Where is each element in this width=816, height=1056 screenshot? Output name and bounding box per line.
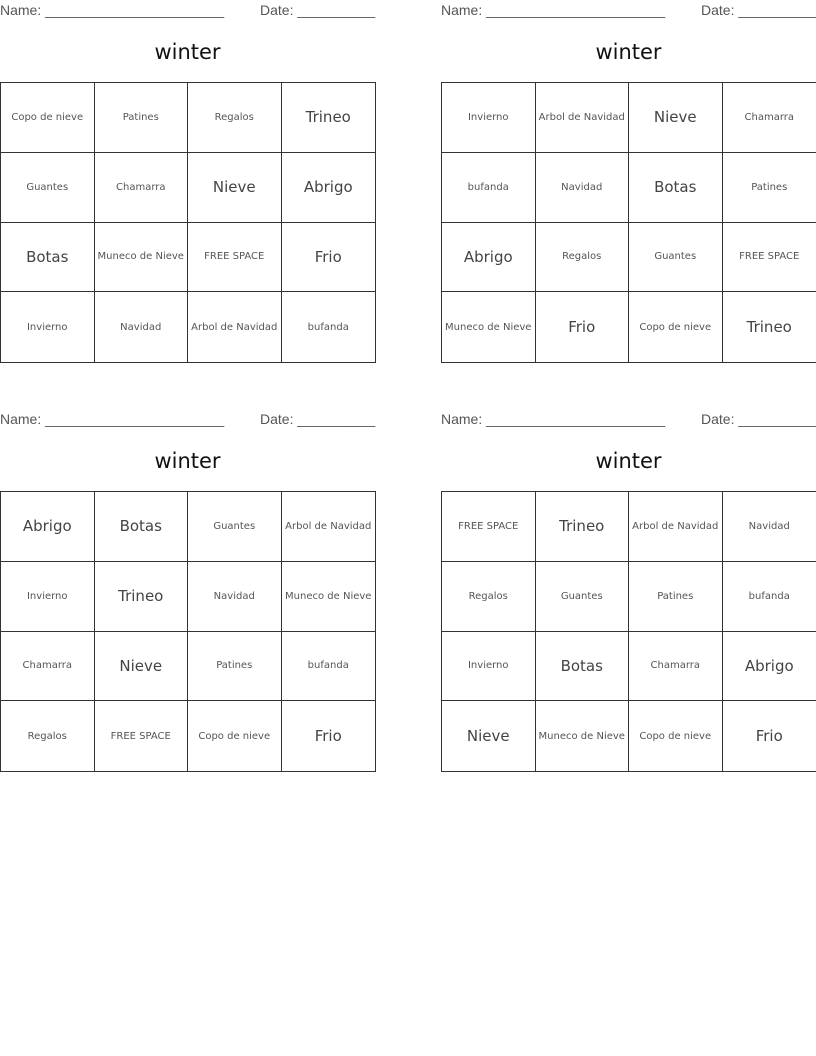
card-header	[0, 0, 375, 22]
bingo-cell: Nieve	[442, 701, 536, 771]
name-field: Name: _______________________	[0, 411, 225, 427]
bingo-grid	[441, 82, 816, 363]
bingo-cell: Patines	[629, 562, 723, 632]
card-title: winter	[154, 40, 221, 64]
bingo-cell: Invierno	[442, 83, 536, 153]
bingo-cell: Regalos	[1, 701, 95, 771]
bingo-card-3	[0, 409, 376, 746]
bingo-cell: Abrigo	[723, 632, 816, 702]
card-header	[0, 409, 375, 431]
bingo-cell: Regalos	[442, 562, 536, 632]
bingo-cell: Invierno	[442, 632, 536, 702]
date-field: Date: __________	[260, 411, 376, 427]
bingo-cell: Patines	[723, 153, 816, 223]
bingo-cell: Chamarra	[1, 632, 95, 702]
bingo-cell: FREE SPACE	[95, 701, 189, 771]
bingo-cell: Navidad	[536, 153, 630, 223]
bingo-cell: Chamarra	[95, 153, 189, 223]
bingo-grid	[0, 82, 376, 363]
bingo-cell: bufanda	[723, 562, 816, 632]
bingo-cell: Trineo	[95, 562, 189, 632]
bingo-cell: Frio	[536, 292, 630, 362]
name-field: Name: _______________________	[0, 2, 225, 18]
bingo-cell: Trineo	[282, 83, 376, 153]
bingo-cell: Frio	[755, 727, 783, 746]
bingo-cell: Copo de nieve	[1, 83, 95, 153]
bingo-cell: Chamarra	[723, 83, 816, 153]
bingo-cell: Arbol de Navidad	[188, 292, 282, 362]
bingo-cell: Arbol de Navidad	[536, 83, 630, 153]
bingo-cell: Frio	[282, 223, 376, 293]
bingo-cell: bufanda	[282, 632, 376, 702]
bingo-card-1	[0, 0, 376, 333]
card-title: winter	[595, 40, 662, 64]
bingo-cell: Regalos	[188, 83, 282, 153]
bingo-card-4	[441, 409, 816, 746]
bingo-cell: bufanda	[307, 321, 349, 333]
bingo-cell: Guantes	[629, 223, 723, 293]
bingo-cell: Copo de nieve	[188, 701, 282, 771]
bingo-cell: FREE SPACE	[188, 223, 282, 293]
bingo-cell: Nieve	[629, 83, 723, 153]
bingo-cell: FREE SPACE	[723, 223, 816, 293]
bingo-cell: Patines	[188, 632, 282, 702]
date-field: Date: __________	[260, 2, 376, 18]
name-field: Name: _______________________	[441, 411, 666, 427]
bingo-cell: Patines	[95, 83, 189, 153]
bingo-cell: Muneco de Nieve	[282, 562, 376, 632]
bingo-cell: Arbol de Navidad	[629, 492, 723, 562]
bingo-cell: Guantes	[1, 153, 95, 223]
bingo-cell: FREE SPACE	[442, 492, 536, 562]
bingo-cell: Invierno	[1, 562, 95, 632]
bingo-cell: Copo de nieve	[629, 292, 723, 362]
bingo-cell: Guantes	[188, 492, 282, 562]
bingo-cell: Frio	[314, 727, 342, 746]
card-header	[441, 0, 816, 22]
bingo-grid	[0, 491, 376, 772]
bingo-cell: Chamarra	[629, 632, 723, 702]
card-title: winter	[595, 449, 662, 473]
name-field: Name: _______________________	[441, 2, 666, 18]
bingo-cell: Botas	[95, 492, 189, 562]
bingo-cell: Botas	[629, 153, 723, 223]
bingo-cell: bufanda	[442, 153, 536, 223]
bingo-cell: Copo de nieve	[629, 701, 723, 771]
bingo-cell: Regalos	[536, 223, 630, 293]
date-field: Date: __________	[701, 2, 816, 18]
card-header	[441, 409, 816, 431]
bingo-cell: Muneco de Nieve	[95, 223, 189, 293]
bingo-cell: Trineo	[536, 492, 630, 562]
bingo-grid	[441, 491, 816, 772]
bingo-cell: Guantes	[536, 562, 630, 632]
bingo-card-2	[441, 0, 816, 337]
bingo-cell: Abrigo	[1, 492, 95, 562]
bingo-cell: Navidad	[723, 492, 816, 562]
bingo-cell: Trineo	[746, 318, 792, 337]
bingo-cell: Botas	[1, 223, 95, 293]
bingo-cell: Muneco de Nieve	[536, 701, 630, 771]
bingo-cell: Botas	[536, 632, 630, 702]
bingo-cell: Abrigo	[442, 223, 536, 293]
bingo-cell: Nieve	[188, 153, 282, 223]
date-field: Date: __________	[701, 411, 816, 427]
bingo-cell: Invierno	[1, 292, 95, 362]
bingo-cell: Muneco de Nieve	[442, 292, 536, 362]
bingo-cell: Navidad	[188, 562, 282, 632]
bingo-cell: Navidad	[95, 292, 189, 362]
bingo-cell: Arbol de Navidad	[282, 492, 376, 562]
bingo-cell: Abrigo	[282, 153, 376, 223]
bingo-cell: Nieve	[95, 632, 189, 702]
card-title: winter	[154, 449, 221, 473]
